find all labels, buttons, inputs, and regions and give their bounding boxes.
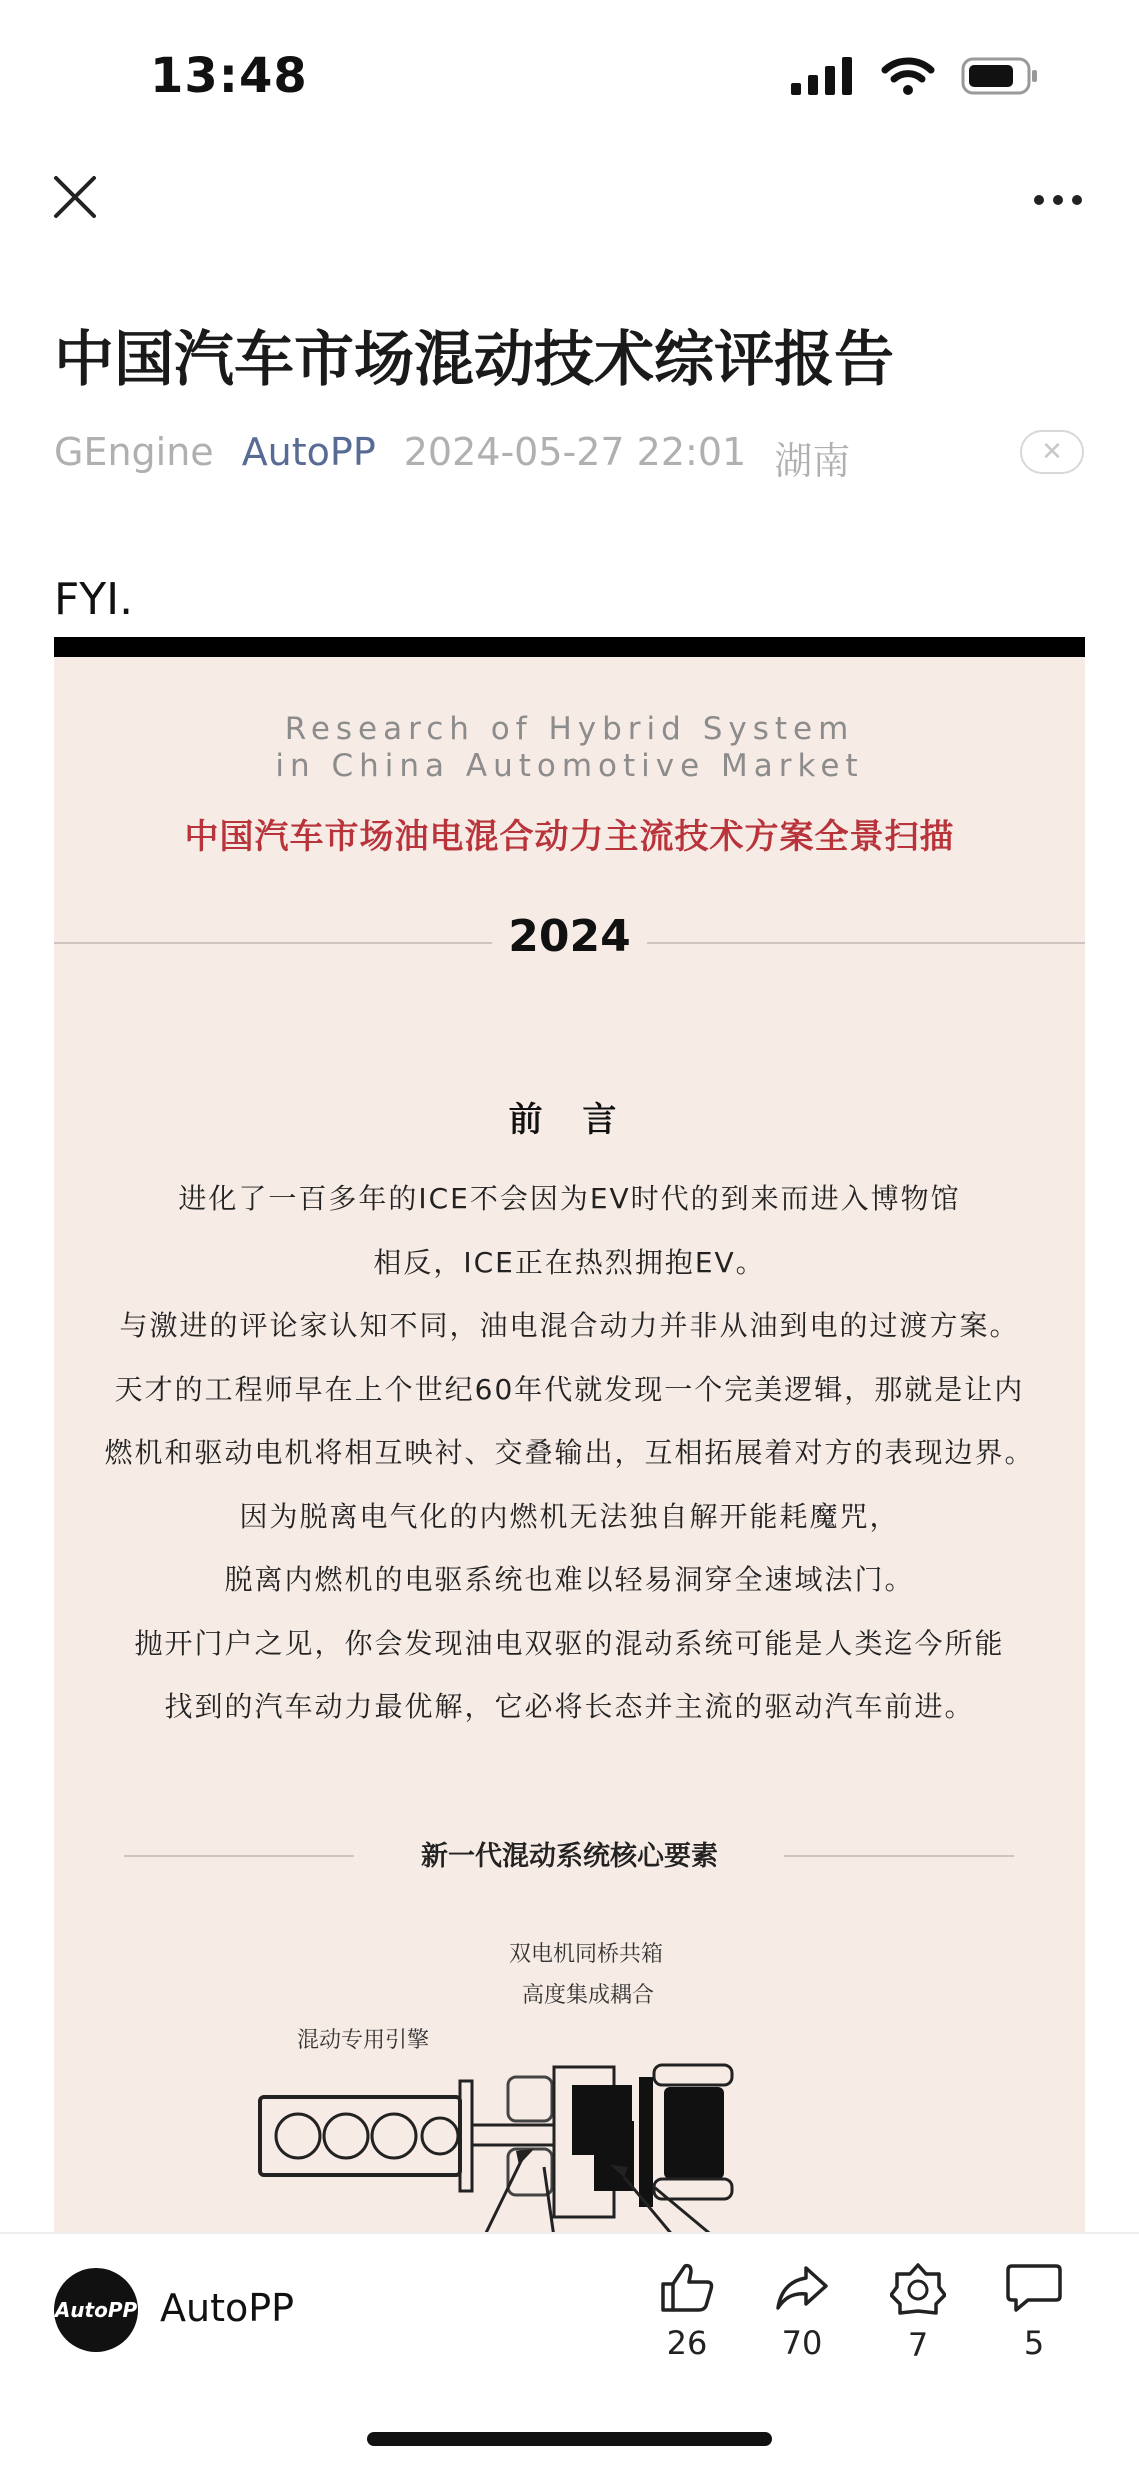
favorite-count: 7 — [907, 2326, 929, 2364]
article-datetime: 2024-05-27 22:01 — [403, 430, 747, 474]
article-intro: FYI. — [54, 574, 134, 625]
preface-line: 天才的工程师早在上个世纪60年代就发现一个完美逻辑，那就是让内 — [114, 1372, 1025, 1406]
dismiss-pill-button[interactable] — [1020, 430, 1084, 474]
battery-icon — [961, 57, 1039, 95]
bottom-action-bar — [0, 2232, 1139, 2470]
avatar[interactable]: AutoPP — [54, 2268, 138, 2352]
wifi-icon — [881, 56, 935, 96]
section-title: 新一代混动系统核心要素 — [421, 1841, 718, 1872]
comment-icon — [1006, 2262, 1062, 2314]
home-indicator[interactable] — [367, 2432, 772, 2446]
favorite-button[interactable] — [873, 2262, 963, 2364]
share-count: 70 — [781, 2324, 823, 2362]
share-icon — [774, 2262, 830, 2314]
poster-year: 2024 — [492, 911, 646, 962]
preface-line: 找到的汽车动力最优解，它必将长态并主流的驱动汽车前进。 — [164, 1690, 975, 1723]
preface-line: 进化了一百多年的ICE不会因为EV时代的到来而进入博物馆 — [178, 1182, 961, 1215]
status-icons — [791, 56, 1039, 96]
article-location: 湖南 — [774, 439, 851, 483]
label-engine: 混动专用引擎 — [297, 2028, 430, 2053]
label-motor-line1: 双电机同桥共箱 — [509, 1942, 664, 1967]
preface-line: 脱离内燃机的电驱系统也难以轻易洞穿全速域法门。 — [224, 1563, 915, 1596]
article-title: 中国汽车市场混动技术综评报告 — [54, 325, 894, 395]
poster-en-title-line2: in China Automotive Market — [275, 748, 864, 784]
poster-cn-title: 中国汽车市场油电混合动力主流技术方案全景扫描 — [184, 817, 955, 857]
signal-icon — [791, 57, 855, 95]
close-small-icon: ✕ — [1041, 437, 1063, 467]
status-time: 13:48 — [150, 48, 308, 104]
article-source: GEngine — [54, 430, 214, 474]
comment-count: 5 — [1023, 2324, 1045, 2362]
like-count: 26 — [666, 2324, 708, 2362]
preface-line: 因为脱离电气化的内燃机无法独自解开能耗魔咒， — [239, 1499, 900, 1533]
preface-line: 抛开门户之见，你会发现油电双驱的混动系统可能是人类迄今所能 — [134, 1626, 1005, 1660]
author-link[interactable]: AutoPP — [241, 430, 376, 474]
preface-line: 与激进的评论家认知不同，油电混合动力并非从油到电的过渡方案。 — [119, 1309, 1020, 1342]
favorite-icon — [890, 2262, 946, 2316]
comment-button[interactable] — [989, 2262, 1079, 2362]
preface-line: 相反，ICE正在热烈拥抱EV。 — [373, 1245, 766, 1279]
image-top-border — [54, 637, 1085, 657]
close-icon[interactable] — [52, 174, 98, 220]
poster-en-title-line1: Research of Hybrid System — [284, 711, 855, 747]
share-button[interactable] — [757, 2262, 847, 2362]
preface-paragraph — [54, 1167, 1085, 1739]
poster-year-wrap — [54, 911, 1085, 962]
like-button[interactable] — [642, 2262, 732, 2362]
thumbs-up-icon — [659, 2262, 715, 2314]
article-image — [54, 637, 1085, 2237]
bottom-author-name[interactable]: AutoPP — [160, 2286, 295, 2330]
label-motor-line2: 高度集成耦合 — [522, 1983, 655, 2008]
article-meta — [54, 430, 850, 485]
preface-line: 燃机和驱动电机将相互映衬、交叠输出，互相拓展着对方的表现边界。 — [104, 1436, 1035, 1469]
more-icon[interactable] — [1033, 194, 1083, 206]
preface-heading: 前 言 — [508, 1100, 631, 1140]
hybrid-system-diagram — [254, 2037, 814, 2237]
